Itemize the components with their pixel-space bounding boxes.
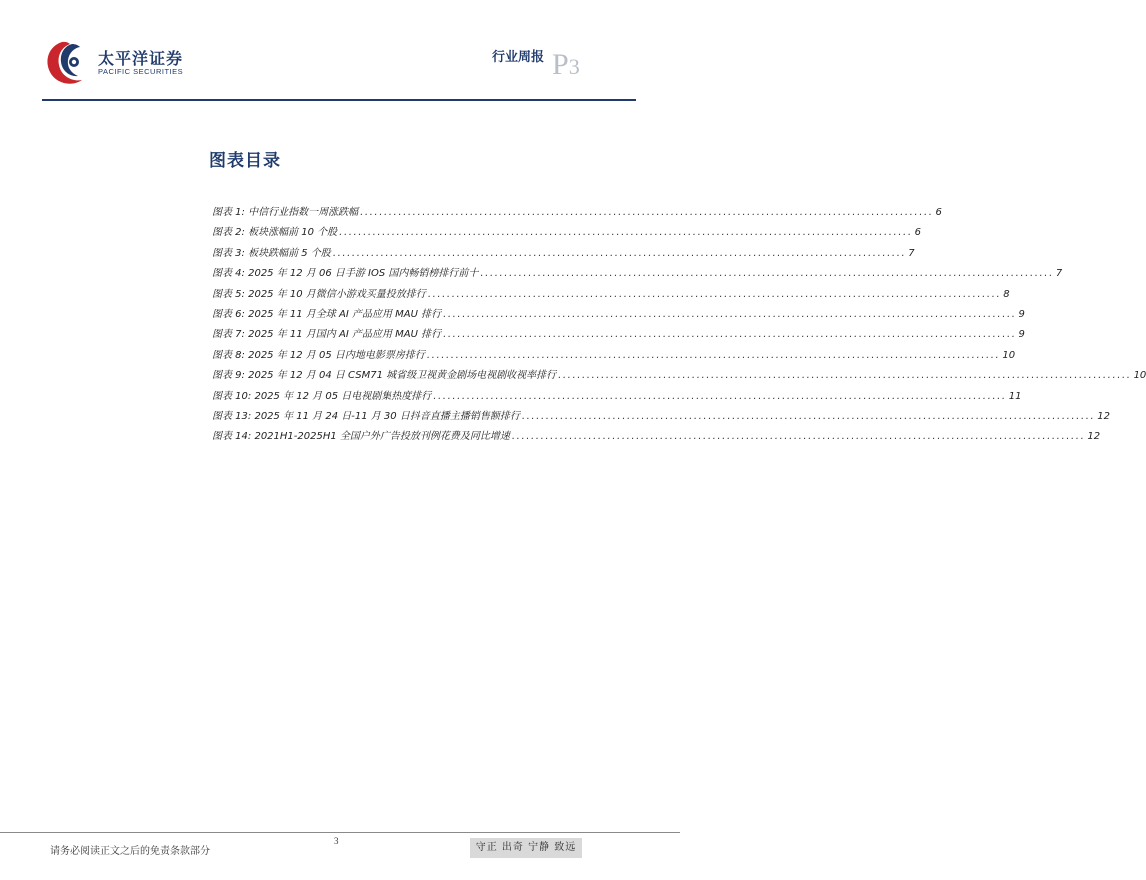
footer-disclaimer: 请务必阅读正文之后的免责条款部分 xyxy=(50,846,210,857)
toc-leader-dots: ........................................................................................................................ xyxy=(511,431,1086,443)
toc-entry-label: 图表 10: 2025 年 12 月 05 日电视剧集热度排行 xyxy=(212,390,432,402)
toc-entry-page: 6 xyxy=(914,227,921,239)
toc-entry-page: 7 xyxy=(908,247,915,259)
toc-entry-label: 图表 14: 2021H1-2025H1 全国户外广告投放刊例花费及同比增速 xyxy=(212,431,510,443)
toc-entry-label: 图表 9: 2025 年 12 月 04 日 CSM71 城省级卫视黄金剧场电视剧收视率排行 xyxy=(212,370,557,382)
logo-emblem-icon xyxy=(42,38,94,88)
toc-leader-dots: ........................................................................................................................ xyxy=(427,288,1002,300)
toc-entry[interactable] xyxy=(212,285,1010,305)
toc-entry-label: 图表 1: 中信行业指数一周涨跌幅 xyxy=(212,207,359,218)
toc-entry-label: 图表 7: 2025 年 11 月国内 AI 产品应用 MAU 排行 xyxy=(212,329,442,341)
toc-entry-page: 7 xyxy=(1055,268,1063,280)
toc-entry[interactable] xyxy=(212,223,921,243)
toc-entry[interactable] xyxy=(212,325,1025,345)
toc-entry[interactable] xyxy=(212,346,1016,366)
footer-divider xyxy=(0,832,680,833)
toc-entry-page: 12 xyxy=(1087,431,1101,443)
toc-entry-label: 图表 13: 2025 年 11 月 24 日-11 月 30 日抖音直播主播销售额排行 xyxy=(212,410,520,422)
toc-leader-dots: ........................................................................................................................ xyxy=(558,370,1132,382)
toc-entry[interactable] xyxy=(212,387,1022,407)
toc-leader-dots: ........................................................................................................................ xyxy=(521,410,1096,422)
page-mark-letter: P xyxy=(552,48,569,81)
header-divider xyxy=(42,99,636,101)
toc-entry[interactable] xyxy=(212,366,1146,386)
toc-leader-dots: ........................................................................................................................ xyxy=(332,247,907,259)
toc-entry-page: 11 xyxy=(1008,390,1022,402)
toc-entry-label: 图表 4: 2025 年 12 月 06 日手游 IOS 国内畅销榜排行前十 xyxy=(212,268,479,280)
toc-entry-label: 图表 3: 板块跌幅前 5 个股 xyxy=(212,247,331,259)
toc-entry[interactable] xyxy=(212,203,942,223)
toc-entry-label: 图表 2: 板块涨幅前 10 个股 xyxy=(212,227,338,239)
footer-page-number: 3 xyxy=(334,836,339,846)
toc-entry[interactable] xyxy=(212,427,1101,447)
toc-entry-page: 9 xyxy=(1018,308,1025,320)
toc-leader-dots: ........................................................................................................................ xyxy=(443,329,1017,341)
toc-leader-dots: ........................................................................................................................ xyxy=(433,390,1007,402)
toc-leader-dots: ........................................................................................................................ xyxy=(480,268,1054,280)
company-name-cn: 太平洋证券 xyxy=(98,49,184,68)
toc-entry-page: 6 xyxy=(935,207,942,218)
footer-motto: 守正 出奇 宁静 致远 xyxy=(470,838,582,858)
toc-entry[interactable] xyxy=(212,305,1025,325)
toc-entry-label: 图表 6: 2025 年 11 月全球 AI 产品应用 MAU 排行 xyxy=(212,308,442,320)
toc-leader-dots: ........................................................................................................................ xyxy=(426,349,1001,361)
toc-entry-page: 10 xyxy=(1002,349,1016,361)
toc-entry-page: 8 xyxy=(1003,288,1010,300)
toc-entry-page: 12 xyxy=(1097,410,1111,422)
toc-leader-dots: ........................................................................................................................ xyxy=(360,207,934,218)
toc-entry-page: 10 xyxy=(1133,370,1146,382)
page-mark xyxy=(552,50,580,80)
toc-entry-page: 9 xyxy=(1018,329,1025,341)
toc-title: 图表目录 xyxy=(209,151,281,171)
toc-entry[interactable] xyxy=(212,407,1111,427)
toc-leader-dots: ........................................................................................................................ xyxy=(339,227,913,239)
toc-leader-dots: ........................................................................................................................ xyxy=(443,308,1017,320)
toc-entry-label: 图表 8: 2025 年 12 月 05 日内地电影票房排行 xyxy=(212,349,425,361)
toc-entry[interactable] xyxy=(212,264,1063,284)
page-mark-number: 3 xyxy=(568,54,580,79)
toc-entry-label: 图表 5: 2025 年 10 月微信小游戏买量投放排行 xyxy=(212,288,426,300)
report-type: 行业周报 xyxy=(492,50,545,65)
company-name-en: PACIFIC SECURITIES xyxy=(98,67,184,76)
toc-list xyxy=(212,203,1146,448)
toc-entry[interactable] xyxy=(212,244,915,264)
